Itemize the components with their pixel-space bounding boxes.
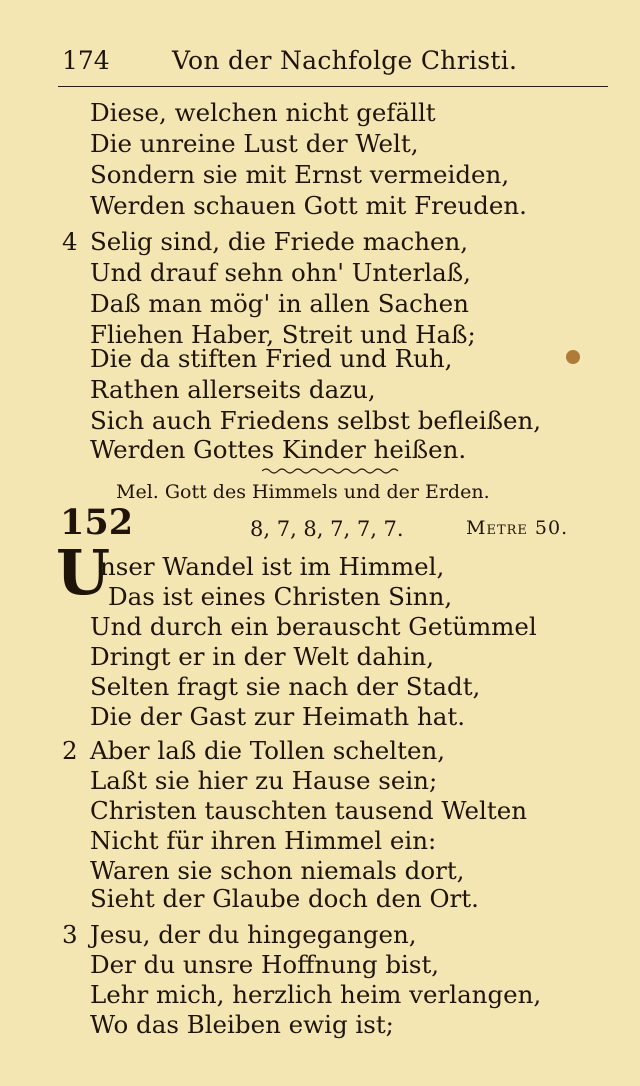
verse-line: Wo das Bleiben ewig ist; — [90, 1010, 394, 1039]
stanza-number: 2 — [62, 736, 78, 765]
verse-line: Die unreine Lust der Welt, — [90, 129, 419, 158]
melody-line: Mel. Gott des Himmels und der Erden. — [116, 481, 490, 503]
verse-line: Selten fragt sie nach der Stadt, — [90, 672, 481, 701]
verse-line: Die da stiften Fried und Ruh, — [90, 344, 453, 373]
verse-line: Werden Gottes Kinder heißen. — [90, 435, 467, 464]
verse-line: Sich auch Friedens selbst befleißen, — [90, 406, 542, 435]
verse-line: Laßt sie hier zu Hause sein; — [90, 766, 438, 795]
page-header — [60, 44, 610, 84]
ink-spot — [566, 350, 580, 364]
metre-label: Metre 50. — [466, 517, 569, 539]
verse-line: Nicht für ihren Himmel ein: — [90, 826, 437, 855]
verse-line: Christen tauschten tausend Welten — [90, 796, 527, 825]
verse-line: Sondern sie mit Ernst vermeiden, — [90, 160, 510, 189]
verse-line: Dringt er in der Welt dahin, — [90, 642, 434, 671]
verse-line: Rathen allerseits dazu, — [90, 375, 376, 404]
ornament-divider — [262, 466, 400, 476]
verse-line: Selig sind, die Friede machen, — [90, 227, 469, 256]
verse-line: Und drauf sehn ohn' Unterlaß, — [90, 258, 471, 287]
meter-pattern: 8, 7, 8, 7, 7, 7. — [250, 517, 404, 541]
verse-line: Aber laß die Tollen schelten, — [90, 736, 446, 765]
verse-line: Daß man mög' in allen Sachen — [90, 289, 469, 318]
verse-line: Werden schauen Gott mit Freuden. — [90, 191, 527, 220]
verse-line: Das ist eines Christen Sinn, — [108, 582, 453, 611]
verse-line: Die der Gast zur Heimath hat. — [90, 702, 465, 731]
verse-line: Jesu, der du hingegangen, — [90, 920, 417, 949]
verse-line: nser Wandel ist im Himmel, — [100, 552, 445, 581]
verse-line: Lehr mich, herzlich heim verlangen, — [90, 980, 542, 1009]
hymn-number: 152 — [60, 502, 134, 543]
page-number: 174 — [62, 46, 110, 75]
stanza-number: 3 — [62, 920, 78, 949]
verse-line: Der du unsre Hoffnung bist, — [90, 950, 440, 979]
drop-cap: U — [56, 536, 111, 609]
verse-line: Diese, welchen nicht gefällt — [90, 98, 436, 127]
header-rule — [58, 86, 608, 87]
running-title: Von der Nachfolge Christi. — [172, 46, 518, 75]
stanza-number: 4 — [62, 227, 78, 256]
verse-line: Waren sie schon niemals dort, — [90, 856, 465, 885]
verse-line: Und durch ein berauscht Getümmel — [90, 612, 537, 641]
verse-line: Sieht der Glaube doch den Ort. — [90, 884, 479, 913]
verse-line: Fliehen Haber, Streit und Haß; — [90, 320, 476, 349]
